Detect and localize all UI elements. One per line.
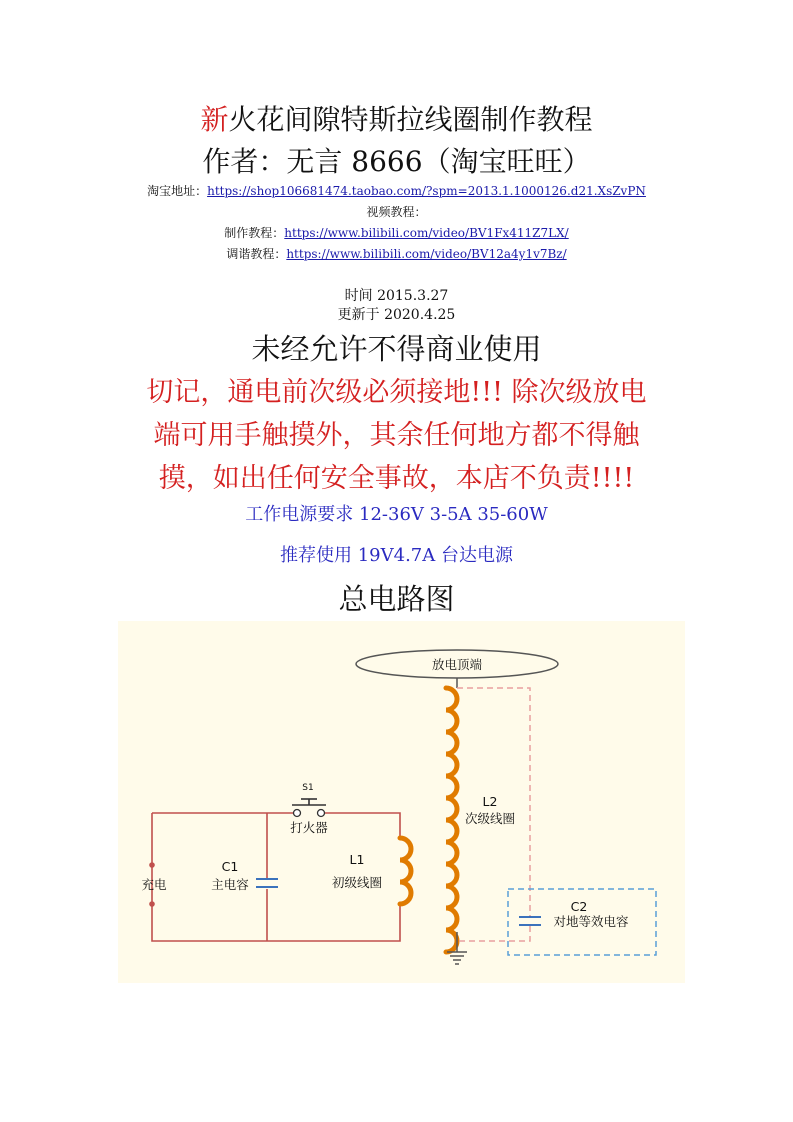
tune-video-label: 调谐教程： <box>226 247 287 261</box>
label-l1: L1 <box>349 852 365 867</box>
tune-video-link[interactable]: https://www.bilibili.com/video/BV12a4y1v7Bz/ <box>286 247 567 261</box>
warning-line-1: 切记，通电前次级必须接地!!! 除次级放电 <box>146 377 647 408</box>
page-title <box>0 98 793 138</box>
capacitor-c1 <box>256 879 278 887</box>
time-text: 时间 2015.3.27 <box>344 288 449 304</box>
warning-line-3: 摸，如出任何安全事故，本店不负责!!!! <box>158 463 635 494</box>
label-primary: 初级线圈 <box>331 875 383 890</box>
updated-text: 更新于 2020.4.25 <box>337 307 456 323</box>
make-video-label: 制作教程： <box>224 226 285 240</box>
label-c2: C2 <box>570 899 588 914</box>
circuit-diagram <box>118 621 685 983</box>
shop-label: 淘宝地址： <box>147 184 208 198</box>
secondary-coil-l2 <box>446 688 457 952</box>
label-c1: C1 <box>221 859 239 874</box>
diagram-title: 总电路图 <box>338 582 455 616</box>
capacitor-c2 <box>519 917 541 925</box>
title-rest: 火花间隙特斯拉线圈制作教程 <box>228 103 593 136</box>
author-line: 作者：无言 8666（淘宝旺旺） <box>202 145 591 178</box>
switch-s1 <box>292 799 326 817</box>
make-video-line <box>0 224 793 241</box>
title-first-char: 新 <box>200 103 229 136</box>
warning-line-2: 端可用手触摸外，其余任何地方都不得触 <box>153 420 640 451</box>
label-igniter: 打火器 <box>290 820 328 835</box>
label-ground-cap: 对地等效电容 <box>553 914 629 929</box>
shop-link[interactable]: https://shop106681474.taobao.com/?spm=2013.1.1000126.d21.XsZvPN <box>207 184 646 198</box>
label-top-terminal: 放电顶端 <box>431 657 483 672</box>
video-label: 视频教程： <box>366 205 427 219</box>
circuit-svg <box>118 621 685 983</box>
label-secondary: 次级线圈 <box>464 811 516 826</box>
label-s1: S1 <box>302 783 314 793</box>
shop-line <box>0 182 793 199</box>
make-video-link[interactable]: https://www.bilibili.com/video/BV1Fx411Z7LX/ <box>284 226 569 240</box>
power-recommendation: 推荐使用 19V4.7A 台达电源 <box>280 545 513 566</box>
label-l2: L2 <box>482 794 498 809</box>
tune-video-line <box>0 245 793 262</box>
power-requirement: 工作电源要求 12-36V 3-5A 35-60W <box>245 504 548 525</box>
label-charge: 充电 <box>141 877 167 892</box>
primary-coil-l1 <box>400 838 411 904</box>
notice-text: 未经允许不得商业使用 <box>251 332 542 366</box>
label-main-cap: 主电容 <box>211 877 249 892</box>
